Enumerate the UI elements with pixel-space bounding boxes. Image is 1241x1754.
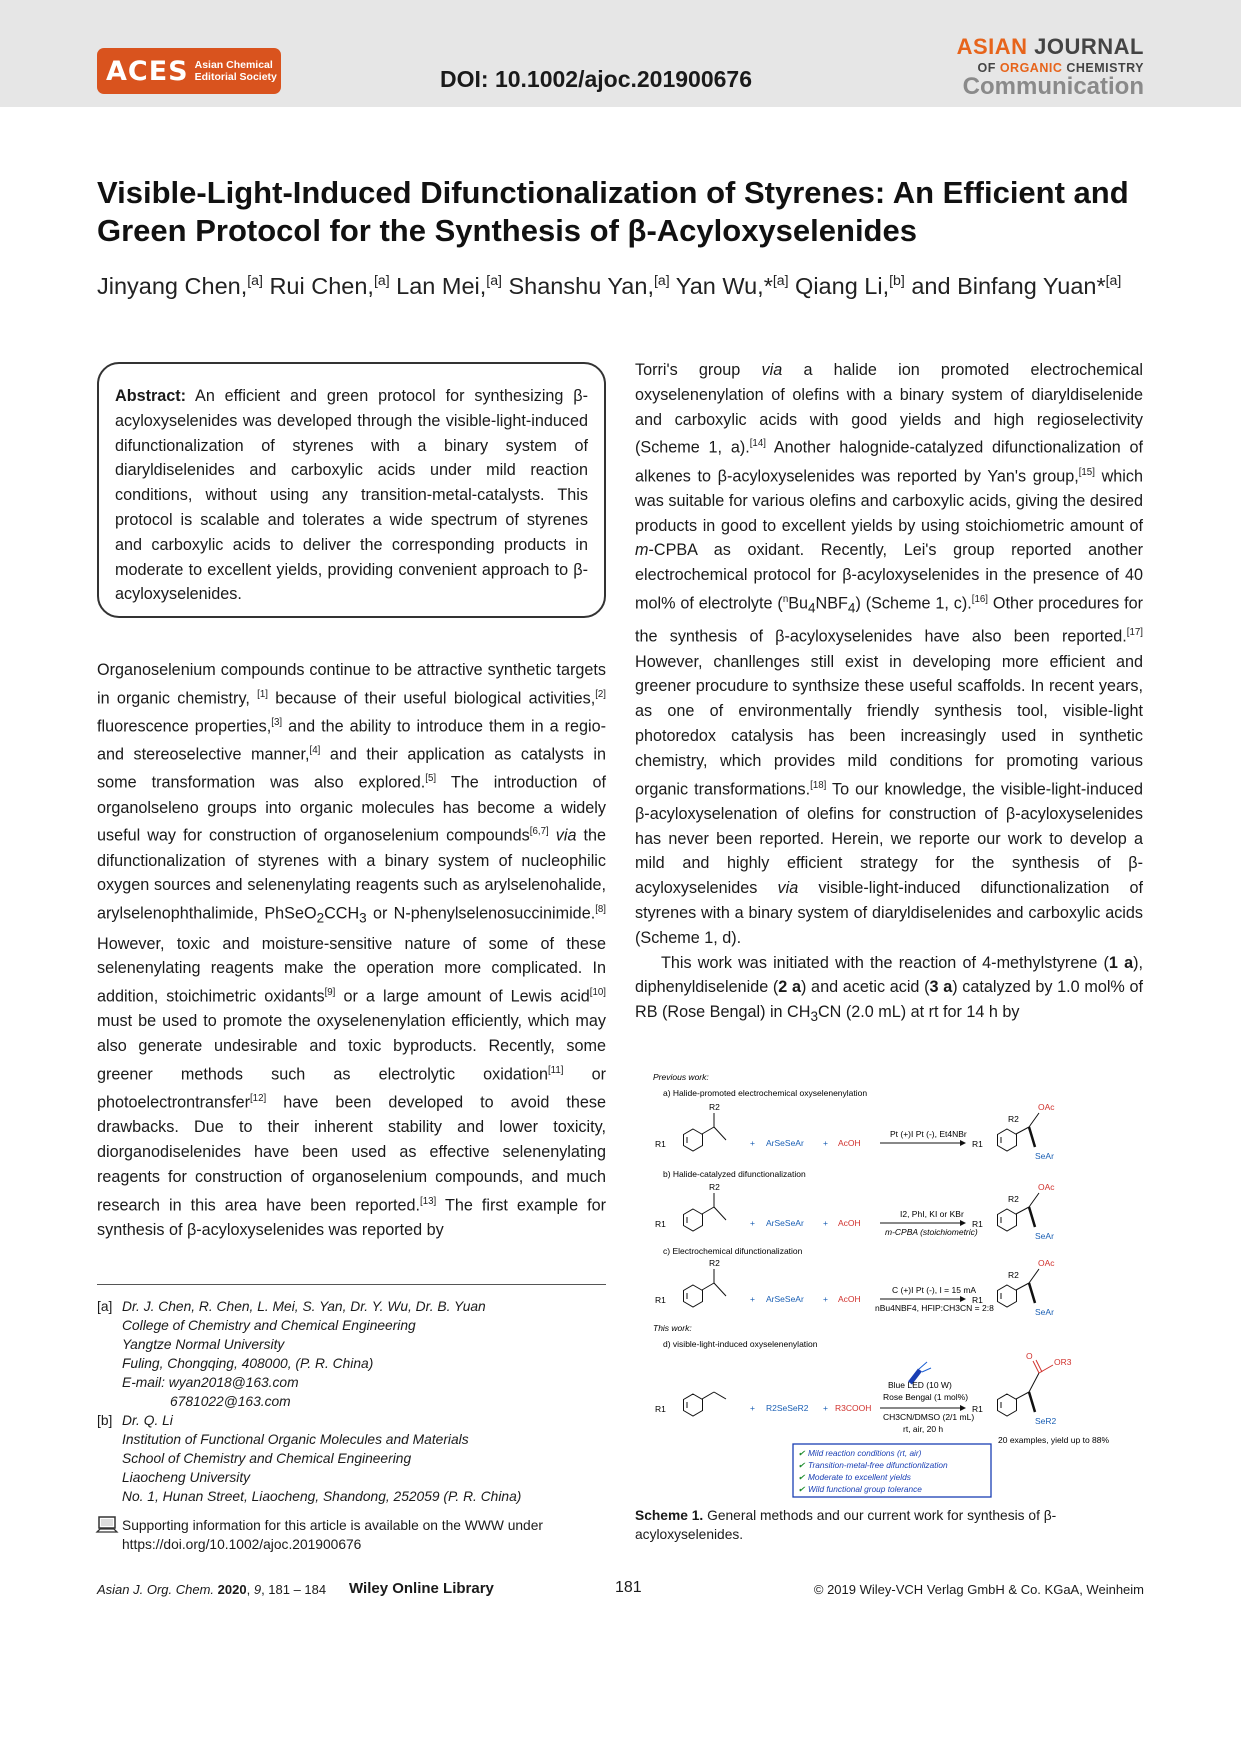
r1-label: R1 <box>972 1404 983 1414</box>
affil-ref: [a] <box>247 272 263 288</box>
volume: 9 <box>253 1582 262 1597</box>
caption-text: General methods and our current work for synthesis of β-acyloxyselenides. <box>635 1508 1057 1542</box>
check-icon: ✔ <box>798 1460 805 1470</box>
year: 2020 <box>217 1582 247 1597</box>
text: and their application as catalysts in some transformation was also explored. <box>97 745 607 792</box>
sear-group: SeAr <box>1035 1151 1054 1161</box>
abstract-label: Abstract: <box>115 387 187 405</box>
r2-label: R2 <box>1008 1270 1019 1280</box>
carbonyl-o: O <box>1026 1351 1033 1361</box>
compound-ref: 2 a <box>778 978 801 997</box>
r1-label: R1 <box>655 1139 666 1149</box>
this-work-label: This work: <box>653 1323 692 1333</box>
reagent-acid: R3COOH <box>835 1403 872 1413</box>
ref[interactable]: [15] <box>1078 466 1095 478</box>
scheme-1-figure <box>635 1065 1143 1494</box>
subscript: 3 <box>810 1009 818 1025</box>
text: and the ability to introduce them in a regio- and stereoselective manner, <box>97 717 606 764</box>
text: This work was initiated with the reaction of 4-methylstyrene ( <box>661 953 1109 972</box>
author: Qiang Li, <box>788 272 890 299</box>
ref[interactable]: [13] <box>420 1195 437 1207</box>
affil-line: Fuling, Chongqing, 408000, (P. R. China) <box>122 1356 374 1371</box>
text: However, toxic and moisture-sensitive nature of some of these selenenylating reagents make the operation more complicated. In addition, stoichimetric oxidants <box>97 934 606 1006</box>
ref[interactable]: [17] <box>1126 627 1143 639</box>
paragraph <box>635 358 1143 951</box>
scheme-caption <box>635 1506 1105 1544</box>
ref[interactable]: [3] <box>271 716 283 728</box>
r2-label: R2 <box>709 1258 720 1268</box>
affil-line: College of Chemistry and Chemical Engineering <box>122 1318 416 1333</box>
author: Rui Chen, <box>262 272 374 299</box>
r2-label: R2 <box>1008 1194 1019 1204</box>
text: ) catalyzed by 1.0 mol% of RB (Rose Bengal) in CH <box>635 978 1144 1022</box>
check-icon: ✔ <box>798 1484 805 1494</box>
ref[interactable]: [4] <box>309 745 321 757</box>
r1-label: R1 <box>972 1139 983 1149</box>
page-range: , 181 – 184 <box>261 1582 327 1597</box>
affil-ref: [a] <box>772 272 789 288</box>
sear-group: SeAr <box>1035 1231 1054 1241</box>
body-column-left <box>97 658 606 1243</box>
condition-c1: C (+)I Pt (-), I = 15 mA <box>892 1285 977 1295</box>
oac-group: OAc <box>1038 1258 1055 1268</box>
affil-email[interactable]: E-mail: wyan2018@163.com <box>122 1375 299 1390</box>
r1-label: R1 <box>655 1404 666 1414</box>
features-box <box>793 1444 991 1497</box>
wiley-online-library-link[interactable]: Wiley Online Library <box>349 1580 494 1597</box>
affil-line: Yangtze Normal University <box>122 1337 285 1352</box>
reagent-arsesear: ArSeSeAr <box>766 1294 804 1304</box>
scheme-b-row <box>655 1182 1055 1241</box>
r1-label: R1 <box>655 1295 666 1305</box>
text: or N-phenylselenosuccinimide. <box>366 904 596 923</box>
check-icon: ✔ <box>798 1448 805 1458</box>
aces-logo <box>97 48 281 94</box>
text: the difunctionalization of styrenes with a binary system of nucleophilic oxygen sources and selenenylating reagents such as arylselenohalide, arylselenophthalimide, PhSeO <box>97 826 606 923</box>
plus-sign: + <box>823 1403 828 1413</box>
feature-item: Wild functional group tolerance <box>808 1484 922 1494</box>
text: The first example for synthesis of β-acyloxyselenides was reported by <box>97 1196 606 1239</box>
oac-group: OAc <box>1038 1102 1055 1112</box>
text: Organoselenium compounds continue to be attractive synthetic targets in organic chemistry, <box>97 661 606 708</box>
affil-ref: [a] <box>486 272 502 288</box>
footer-citation: Asian J. Org. Chem. 2020, 9, 181 – 184 <box>97 1582 327 1597</box>
scheme-d-title: d) visible-light-induced oxyselenenylation <box>663 1339 818 1349</box>
journal-logo <box>957 34 1144 101</box>
affil-names: Dr. Q. Li <box>122 1413 173 1428</box>
text: or a large amount of Lewis acid <box>335 987 590 1006</box>
reagent-arsesear: ArSeSeAr <box>766 1138 804 1148</box>
journal-of: OF <box>977 61 996 75</box>
text: To our knowledge, the visible-light-induced β-acyloxyselenation of olefins for construction of β-acyloxyselenides has never been reported. Herein, we reporte our work to develop a mild and highly efficient strategy for the synthesis of β-acyloxyselenides <box>635 779 1143 898</box>
subscript: 2 <box>316 910 325 926</box>
logo-sub2: Editorial Society <box>194 71 277 83</box>
text: However, chanllenges still exist in developing more efficient and greener procudure to synthsize these useful scaffolds. In recent years, as one of environmentally friendly synthesis tool, visible-light photoredox catalysis has been increasingly used in synthetic chemistry, which provides mild conditions for promoting various organic transformations. <box>635 652 1143 798</box>
feature-item: Mild reaction conditions (rt, air) <box>808 1448 922 1458</box>
journal-journal: JOURNAL <box>1034 34 1144 59</box>
reagent-arsesear: ArSeSeAr <box>766 1218 804 1228</box>
author: Yan Wu,* <box>669 272 773 299</box>
compound-ref: 1 a <box>1108 953 1134 972</box>
subscript: 4 <box>808 600 816 616</box>
page-number: 181 <box>615 1579 642 1596</box>
journal-organic: ORGANIC <box>999 61 1063 75</box>
oac-group: OAc <box>1038 1182 1055 1192</box>
plus-sign: + <box>750 1294 755 1304</box>
journal-abbrev: Asian J. Org. Chem. <box>97 1582 215 1597</box>
ref[interactable]: [18] <box>810 779 827 791</box>
page-header <box>0 0 1241 107</box>
journal-asian: ASIAN <box>956 34 1028 59</box>
condition-d4: rt, air, 20 h <box>903 1424 944 1434</box>
condition-d1: Blue LED (10 W) <box>888 1380 952 1390</box>
affil-label: [a] <box>97 1299 113 1314</box>
examples-note: 20 examples, yield up to 88% <box>998 1435 1110 1445</box>
text: Other procedures for the synthesis of β-acyloxyselenides have also been reported. <box>635 594 1143 646</box>
condition-b2: m-CPBA (stoichiometric) <box>885 1227 978 1237</box>
text: Bu <box>788 594 809 613</box>
author: and Binfang Yuan* <box>904 272 1106 299</box>
affil-line: No. 1, Hunan Street, Liaocheng, Shandong, 252059 (P. R. China) <box>122 1489 522 1504</box>
affil-email[interactable]: 6781022@163.com <box>170 1394 291 1409</box>
text: CCH <box>324 904 360 923</box>
affil-ref: [a] <box>1105 272 1122 288</box>
plus-sign: + <box>823 1218 828 1228</box>
text: fluorescence properties, <box>97 717 272 736</box>
r1-label: R1 <box>972 1295 983 1305</box>
plus-sign: + <box>750 1218 755 1228</box>
ref[interactable]: [12] <box>249 1093 267 1105</box>
scheme-c-title: c) Electrochemical difunctionalization <box>663 1246 803 1256</box>
condition-c2: nBu4NBF4, HFIP:CH3CN = 2:8 <box>875 1303 994 1313</box>
text-italic: via <box>761 361 783 379</box>
text: have been developed to avoid these drawbacks. Due to their inherent stability and lower toxicity, diorganodiselenides have been used as effective selenenylating reagents for construction of organoselenium compounds, and much research in this area have been reported. <box>97 1093 606 1215</box>
journal-chemistry: CHEMISTRY <box>1066 61 1144 75</box>
doi[interactable]: DOI: 10.1002/ajoc.201900676 <box>440 66 753 92</box>
text: NBF <box>815 594 848 613</box>
caption-label: Scheme 1. <box>635 1508 704 1523</box>
plus-sign: + <box>750 1138 755 1148</box>
r2-label: R2 <box>709 1102 720 1112</box>
paragraph <box>97 658 606 1243</box>
plus-sign: + <box>750 1403 755 1413</box>
affil-line: School of Chemistry and Chemical Engineering <box>122 1451 412 1466</box>
ref[interactable]: [2] <box>595 688 606 700</box>
ser2-group: SeR2 <box>1035 1416 1057 1426</box>
text: Torri's group <box>635 361 762 379</box>
condition-a: Pt (+)I Pt (-), Et4NBr <box>890 1129 967 1139</box>
copyright: © 2019 Wiley-VCH Verlag GmbH & Co. KGaA, Weinheim <box>813 1582 1144 1597</box>
affil-line: Liaocheng University <box>122 1470 251 1485</box>
text-italic: via <box>777 879 799 898</box>
text: visible-light-induced difunctionalization of styrenes with a binary system of diaryldiselenides and carboxylic acids (Scheme 1, d). <box>635 879 1143 947</box>
check-icon: ✔ <box>798 1472 805 1482</box>
author: Jinyang Chen, <box>97 272 248 299</box>
affil-label: [b] <box>97 1413 113 1428</box>
reagent-acoh: AcOH <box>838 1138 861 1148</box>
logo-sub1: Asian Chemical <box>194 59 273 71</box>
text: which was suitable for various olefins and carboxylic acids, giving the desired products in good to excellent yields by using stoichiometric amount of <box>635 466 1143 535</box>
text: ) and acetic acid ( <box>800 978 930 997</box>
text-italic: via <box>555 826 577 845</box>
abstract-text <box>115 384 588 607</box>
or3-group: OR3 <box>1054 1357 1072 1367</box>
r1-label: R1 <box>655 1219 666 1229</box>
abstract-box <box>97 362 606 618</box>
subscript: 4 <box>847 600 856 616</box>
plus-sign: + <box>823 1294 828 1304</box>
author: Shanshu Yan, <box>501 272 654 299</box>
text-italic: m <box>635 541 649 560</box>
text: a halide ion promoted electrochemical oxyselenenylation of olefins with a binary system of diaryldiselenide and carboxylic acids with good yields and high regioselectivity (Scheme 1, a). <box>635 361 1143 457</box>
scheme-b-title: b) Halide-catalyzed difunctionalization <box>663 1169 806 1179</box>
r1-label: R1 <box>972 1219 983 1229</box>
reagent-acoh: AcOH <box>838 1218 861 1228</box>
feature-item: Transition-metal-free difunctionlization <box>808 1460 948 1470</box>
affil-ref: [a] <box>373 272 390 288</box>
r2-label: R2 <box>1008 1114 1019 1124</box>
body-column-right <box>635 358 1143 1030</box>
ref[interactable]: [8] <box>595 904 607 916</box>
scheme-c-row <box>655 1258 1055 1317</box>
scheme-a-title: a) Halide-promoted electrochemical oxyselenenylation <box>663 1088 868 1098</box>
text: because of their useful biological activities, <box>267 689 596 708</box>
affil-line: Institution of Functional Organic Molecules and Materials <box>122 1432 469 1447</box>
logo-main: ACES <box>106 55 189 87</box>
condition-d3: CH3CN/DMSO (2/1 mL) <box>883 1412 975 1422</box>
previous-work-label: Previous work: <box>653 1072 709 1082</box>
superscript: n <box>782 593 789 605</box>
ref[interactable]: [16] <box>971 593 988 605</box>
compound-ref: 3 a <box>929 978 953 997</box>
computer-icon <box>97 1516 122 1554</box>
ref[interactable]: [14] <box>749 438 766 450</box>
feature-item: Moderate to excellent yields <box>808 1472 911 1482</box>
sear-group: SeAr <box>1035 1307 1054 1317</box>
condition-b1: I2, PhI, KI or KBr <box>900 1209 964 1219</box>
ref[interactable]: [9] <box>324 987 336 999</box>
author-list <box>97 264 1147 302</box>
supporting-info <box>97 1516 606 1554</box>
reagent-acoh: AcOH <box>838 1294 861 1304</box>
abstract-body: An efficient and green protocol for synthesizing β-acyloxyselenides was developed through the visible-light-induced difunctionalization of styrenes with a binary system of diaryldiselenides and carboxylic acids under mild reaction conditions, without using any transition-metal-catalysts. This protocol is scalable and tolerates a wide spectrum of styrenes and carboxylic acids to deliver the corresponding products in moderate to excellent yields, providing convenient approach to β-acyloxyselenides. <box>115 387 588 604</box>
subscript: 3 <box>359 910 367 926</box>
text: ) (Scheme 1, c). <box>855 594 972 613</box>
article-type: Communication <box>962 73 1144 100</box>
text: CN (2.0 mL) at rt for 14 h by <box>817 1003 1020 1022</box>
text: must be used to promote the oxyselenenylation efficiently, which may also generate undesirable and toxic byproducts. Recently, some greener methods such as electrolytic oxidation <box>97 1012 606 1084</box>
ref[interactable]: [1] <box>257 688 268 700</box>
text: or photoelectrontransfer <box>97 1065 606 1112</box>
paragraph <box>635 951 1143 1031</box>
text: -CPBA as oxidant. Recently, Lei's group reported another electrochemical protocol for β-acyloxyselenides in the presence of 40 mol% of electrolyte ( <box>635 541 1143 613</box>
article-title: Visible-Light-Induced Difunctionalization of Styrenes: An Efficient and Green Protocol for the Synthesis of β-Acyloxyselenides <box>97 175 1129 248</box>
author: Lan Mei, <box>389 272 487 299</box>
affiliations <box>97 1297 606 1506</box>
ref[interactable]: [10] <box>589 987 607 999</box>
plus-sign: + <box>823 1138 828 1148</box>
text: The introduction of organolseleno groups into organic molecules has become a widely useful way for construction of organoselenium compounds <box>97 773 606 845</box>
text: ), diphenyldiselenide ( <box>635 953 1143 997</box>
ref[interactable]: [11] <box>547 1064 564 1076</box>
affil-ref: [b] <box>889 272 905 288</box>
text: Another halognide-catalyzed difunctionalization of alkenes to β-acyloxyselenides was reported by Yan's group, <box>635 438 1143 485</box>
scheme-d-row <box>655 1351 1109 1445</box>
ref[interactable]: [6,7] <box>529 826 549 838</box>
r2-label: R2 <box>709 1182 720 1192</box>
condition-d2: Rose Bengal (1 mol%) <box>883 1392 969 1402</box>
footnote-divider <box>97 1284 606 1285</box>
supporting-info-text[interactable]: Supporting information for this article is available on the WWW under https://doi.org/10.1002/ajoc.201900676 <box>122 1518 543 1552</box>
ref[interactable]: [5] <box>425 773 437 785</box>
reagent-diselenide: R2SeSeR2 <box>766 1403 809 1413</box>
affil-ref: [a] <box>653 272 670 288</box>
scheme-a-row <box>655 1102 1055 1161</box>
affil-names: Dr. J. Chen, R. Chen, L. Mei, S. Yan, Dr. Y. Wu, Dr. B. Yuan <box>122 1299 486 1314</box>
